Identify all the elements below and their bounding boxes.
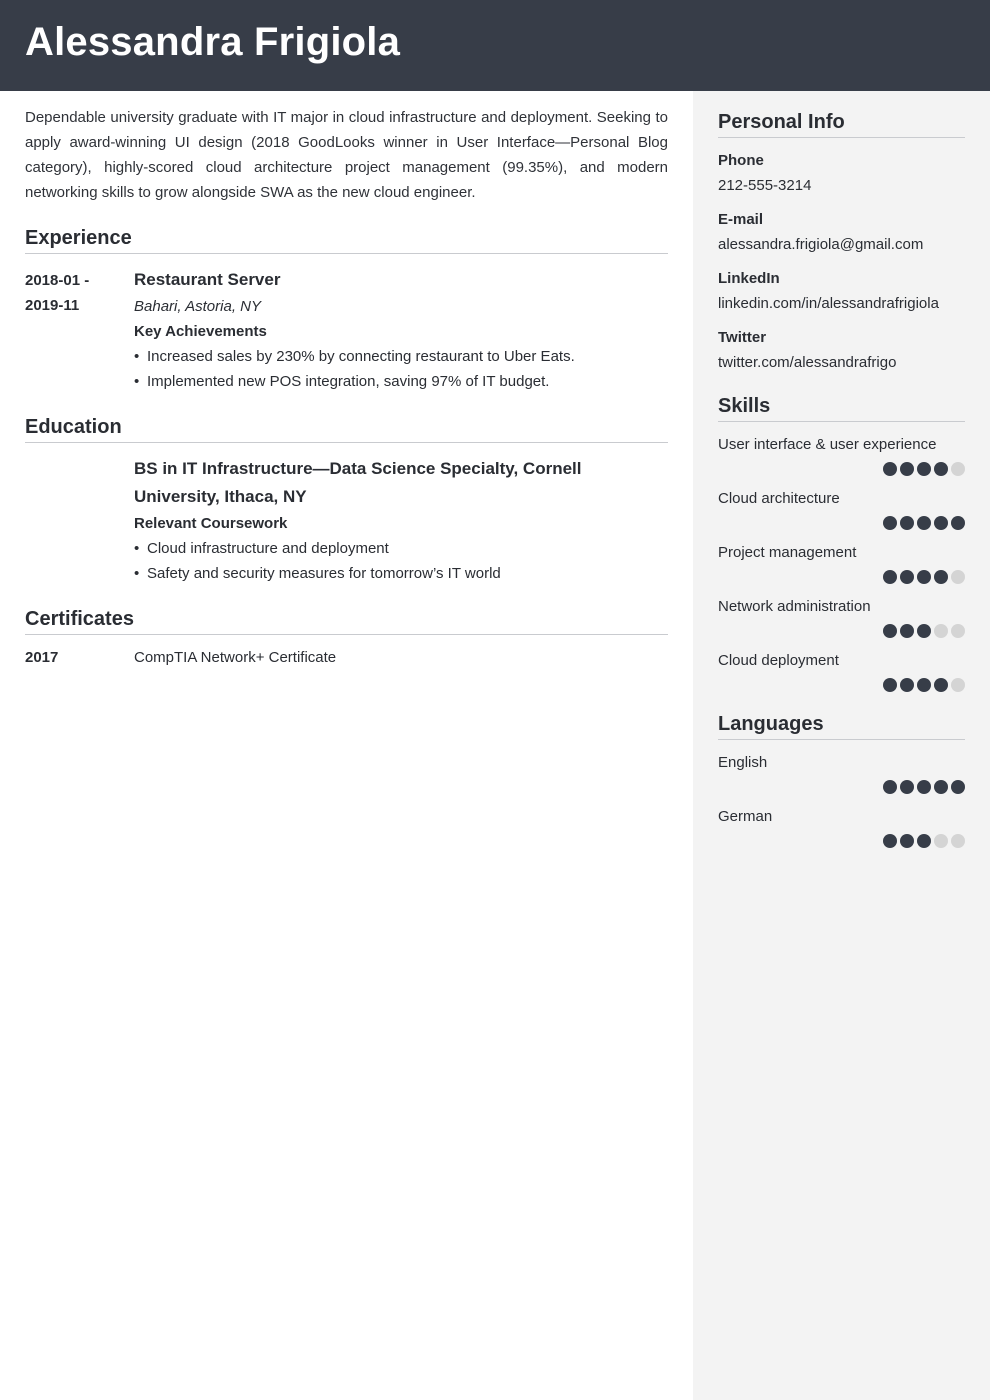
list-item-text: Safety and security measures for tomorrow’s IT world xyxy=(147,565,501,582)
skill-name: Project management xyxy=(718,544,857,561)
phone-value: 212-555-3214 xyxy=(718,177,812,194)
experience-section xyxy=(25,227,668,394)
rating-dot xyxy=(951,462,965,476)
rating-dot xyxy=(917,780,931,794)
rating-dot xyxy=(900,516,914,530)
skill-name: Cloud architecture xyxy=(718,490,840,507)
coursework-label: Relevant Coursework xyxy=(134,515,288,532)
rating-dot xyxy=(934,462,948,476)
main-column xyxy=(25,105,668,669)
twitter-value: twitter.com/alessandrafrigo xyxy=(718,354,897,371)
achievements-list xyxy=(134,344,668,394)
job-company: Bahari, Astoria, NY xyxy=(134,298,261,315)
language-item xyxy=(718,752,965,794)
skill-item xyxy=(718,650,965,692)
rating-dot xyxy=(883,516,897,530)
rating-dot xyxy=(883,570,897,584)
language-name: German xyxy=(718,808,773,825)
certificate-name: CompTIA Network+ Certificate xyxy=(134,649,337,666)
language-rating xyxy=(718,834,965,848)
experience-body xyxy=(134,266,668,394)
experience-dates xyxy=(25,266,134,394)
rating-dot xyxy=(900,780,914,794)
education-heading: Education xyxy=(25,416,668,443)
twitter-label: Twitter xyxy=(718,329,767,346)
personal-info-heading: Personal Info xyxy=(718,111,965,138)
certificates-heading: Certificates xyxy=(25,608,668,635)
rating-dot xyxy=(934,516,948,530)
language-rating xyxy=(718,780,965,794)
skill-rating xyxy=(718,516,965,530)
rating-dot xyxy=(900,624,914,638)
experience-entry xyxy=(25,266,668,394)
skills-section xyxy=(718,395,965,692)
education-dates xyxy=(25,455,134,586)
bullet-icon: • xyxy=(134,348,140,365)
certificate-year: 2017 xyxy=(25,649,59,666)
rating-dot xyxy=(917,678,931,692)
rating-dot xyxy=(883,834,897,848)
rating-dot xyxy=(883,624,897,638)
rating-dot xyxy=(883,678,897,692)
summary-text: Dependable university graduate with IT major in cloud infrastructure and deployment. Seeking to apply award-winning UI design (2018 GoodLooks winner in User Interface—Personal Blog category), highly-scored cloud architecture project management (99.35%), and modern networking skills to grow alongside SWA as the new cloud engineer. xyxy=(25,109,668,201)
list-item-text: Cloud infrastructure and deployment xyxy=(147,540,389,557)
rating-dot xyxy=(900,678,914,692)
rating-dot xyxy=(900,570,914,584)
rating-dot xyxy=(951,834,965,848)
rating-dot xyxy=(917,624,931,638)
email-label: E-mail xyxy=(718,211,764,228)
languages-heading: Languages xyxy=(718,713,965,740)
achievements-label: Key Achievements xyxy=(134,323,267,340)
skill-item xyxy=(718,488,965,530)
skill-item xyxy=(718,542,965,584)
coursework-list xyxy=(134,536,668,586)
linkedin-value: linkedin.com/in/alessandrafrigiola xyxy=(718,295,939,312)
certificate-item xyxy=(25,647,668,669)
rating-dot xyxy=(951,570,965,584)
degree-title: BS in IT Infrastructure—Data Science Specialty, Cornell University, Ithaca, NY xyxy=(134,459,582,506)
experience-heading: Experience xyxy=(25,227,668,254)
bullet-icon: • xyxy=(134,565,140,582)
date-start: 2018-01 - xyxy=(25,272,90,289)
rating-dot xyxy=(917,516,931,530)
skill-rating xyxy=(718,624,965,638)
list-item-text: Implemented new POS integration, saving 97% of IT budget. xyxy=(147,373,550,390)
rating-dot xyxy=(934,780,948,794)
rating-dot xyxy=(951,624,965,638)
linkedin-label: LinkedIn xyxy=(718,270,780,287)
skill-name: Cloud deployment xyxy=(718,652,839,669)
rating-dot xyxy=(934,834,948,848)
certificates-section xyxy=(25,608,668,669)
rating-dot xyxy=(951,678,965,692)
language-item xyxy=(718,806,965,848)
resume-header xyxy=(0,0,990,91)
skill-name: Network administration xyxy=(718,598,871,615)
rating-dot xyxy=(934,678,948,692)
skill-name: User interface & user experience xyxy=(718,436,937,453)
phone-label: Phone xyxy=(718,152,764,169)
list-item xyxy=(134,369,668,394)
rating-dot xyxy=(917,834,931,848)
rating-dot xyxy=(934,624,948,638)
language-name: English xyxy=(718,754,768,771)
education-entry xyxy=(25,455,668,586)
rating-dot xyxy=(883,780,897,794)
skill-rating xyxy=(718,462,965,476)
list-item-text: Increased sales by 230% by connecting restaurant to Uber Eats. xyxy=(147,348,575,365)
bullet-icon: • xyxy=(134,540,140,557)
skill-item xyxy=(718,434,965,476)
languages-section xyxy=(718,713,965,848)
education-body xyxy=(134,455,668,586)
list-item xyxy=(134,536,668,561)
sidebar xyxy=(693,91,990,1400)
sidebar-content xyxy=(718,111,965,869)
email-value: alessandra.frigiola@gmail.com xyxy=(718,236,924,253)
list-item xyxy=(134,561,668,586)
date-end: 2019-11 xyxy=(25,297,80,314)
rating-dot xyxy=(934,570,948,584)
rating-dot xyxy=(883,462,897,476)
skills-heading: Skills xyxy=(718,395,965,422)
job-title: Restaurant Server xyxy=(134,270,281,289)
skill-item xyxy=(718,596,965,638)
rating-dot xyxy=(917,462,931,476)
bullet-icon: • xyxy=(134,373,140,390)
candidate-name: Alessandra Frigiola xyxy=(25,20,401,64)
rating-dot xyxy=(951,780,965,794)
rating-dot xyxy=(900,462,914,476)
rating-dot xyxy=(951,516,965,530)
rating-dot xyxy=(917,570,931,584)
education-section xyxy=(25,416,668,586)
skill-rating xyxy=(718,570,965,584)
skill-rating xyxy=(718,678,965,692)
personal-info-section xyxy=(718,111,965,374)
rating-dot xyxy=(900,834,914,848)
list-item xyxy=(134,344,668,369)
